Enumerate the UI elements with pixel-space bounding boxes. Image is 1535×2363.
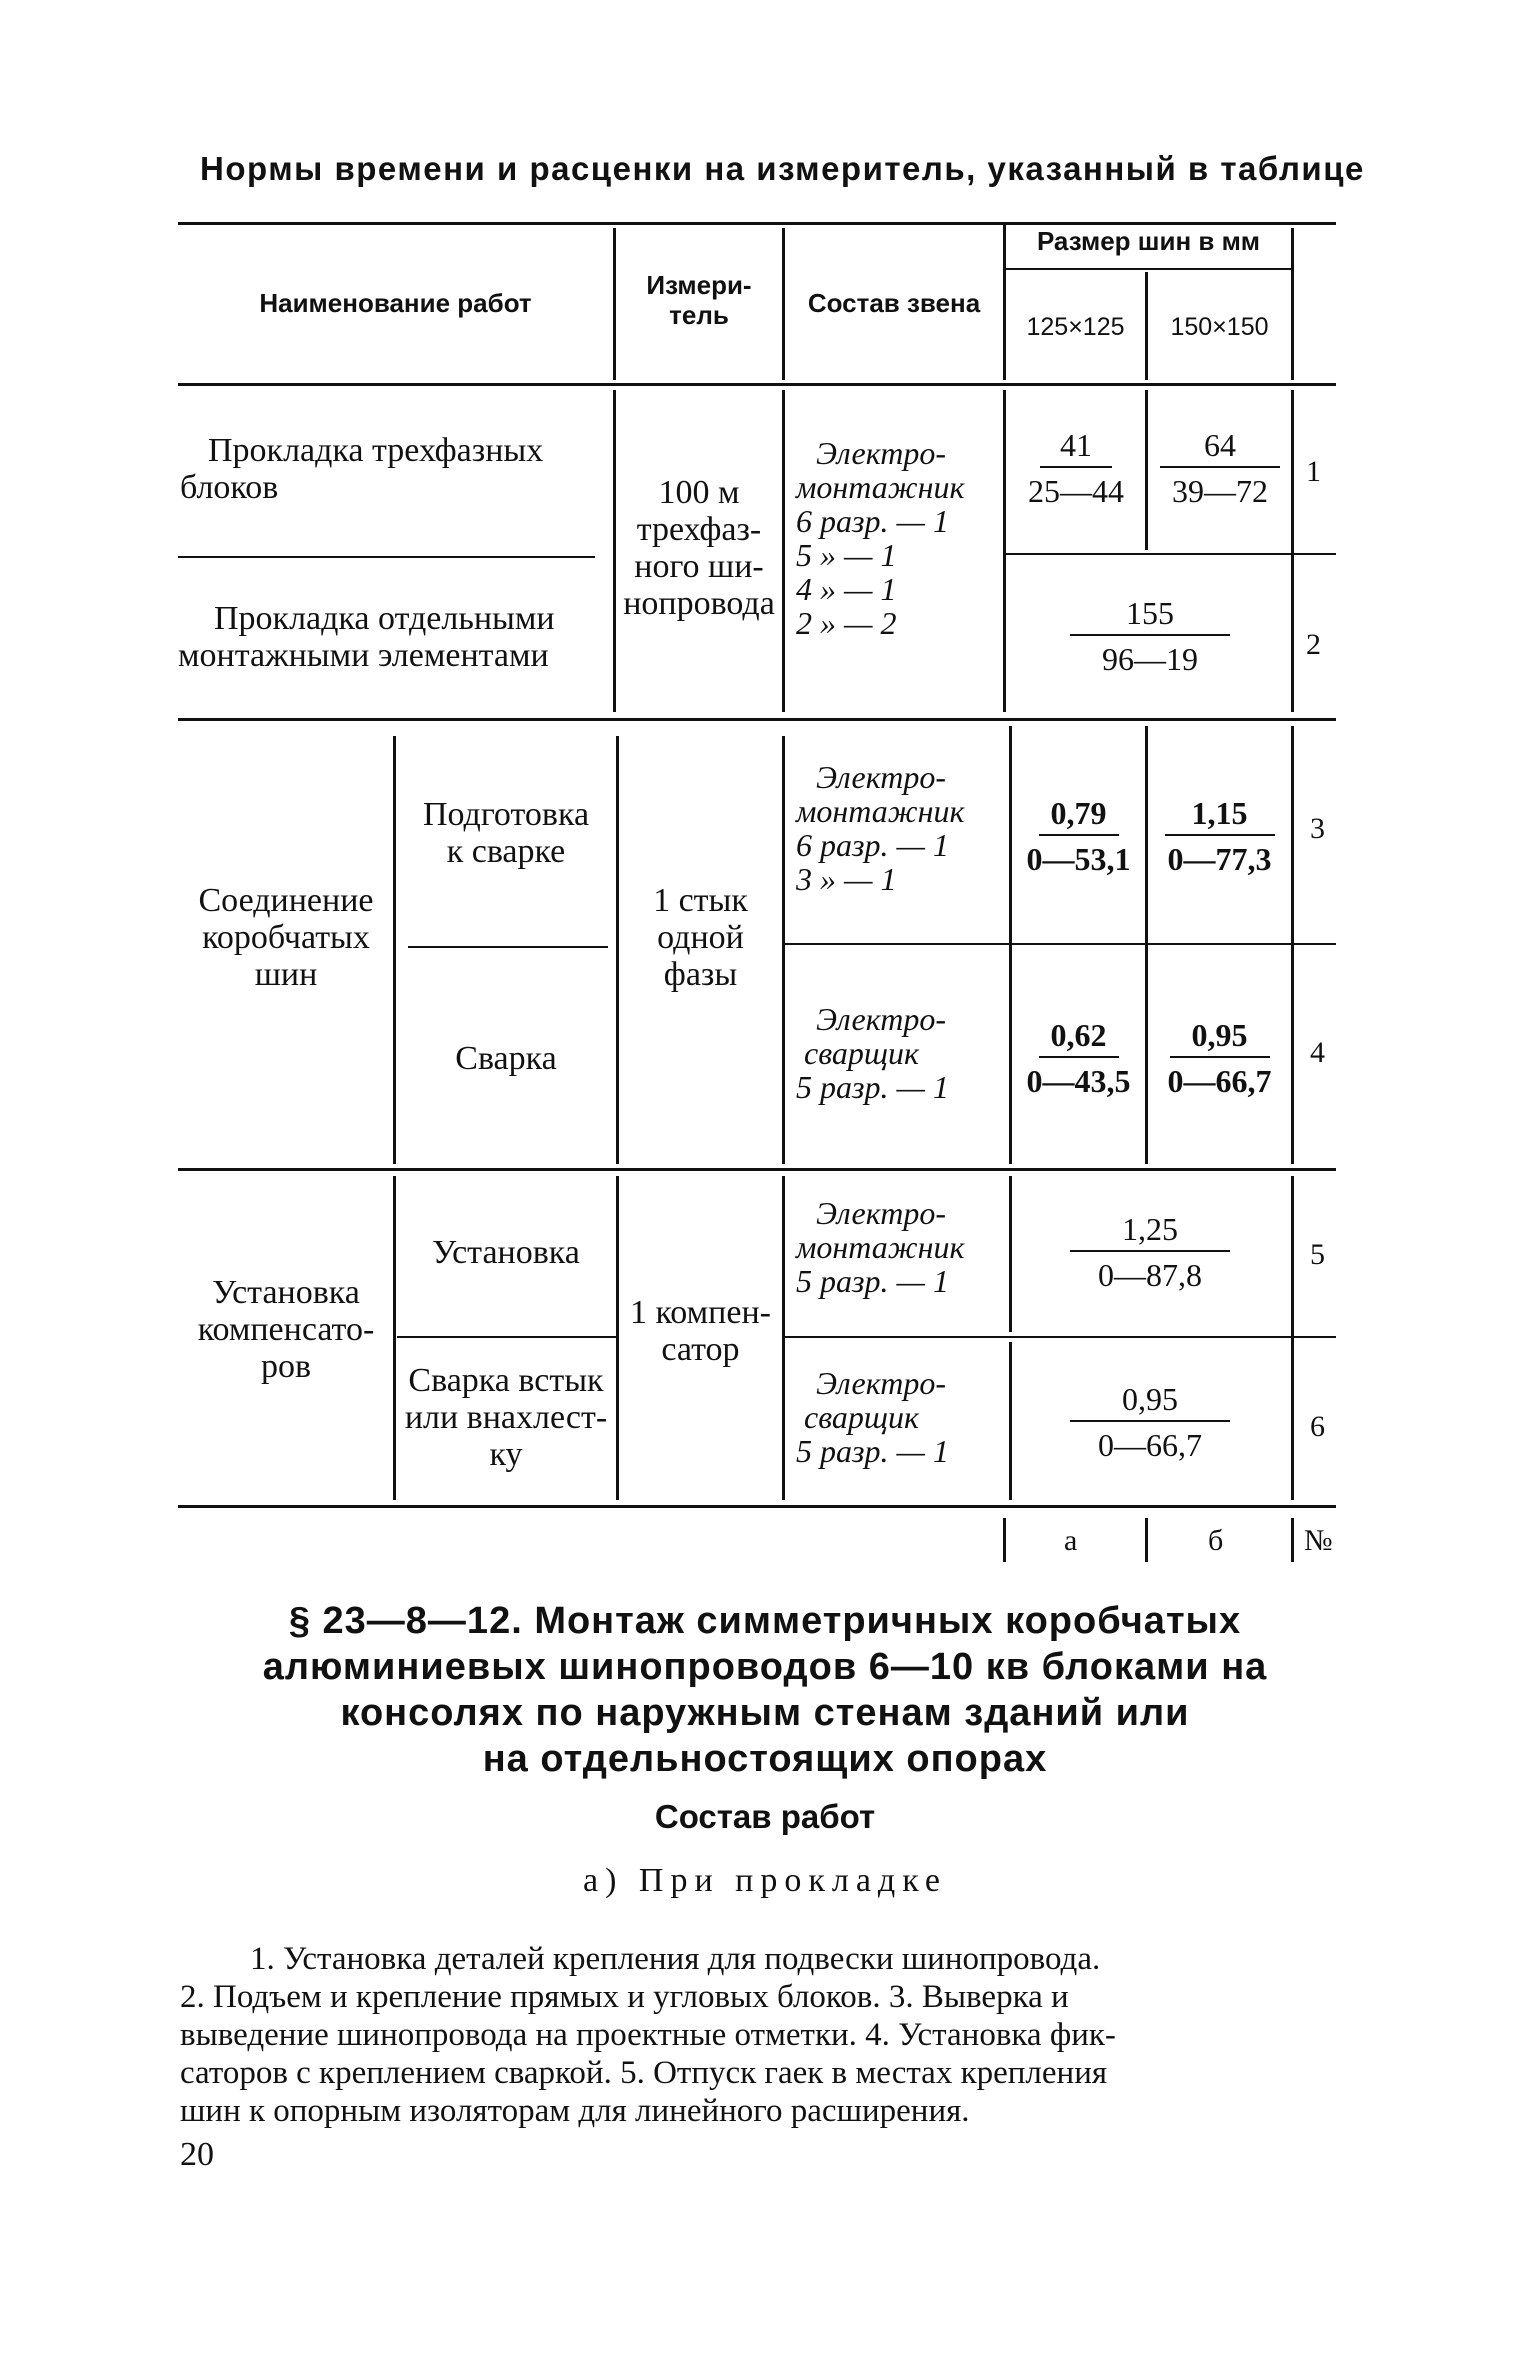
- column-number-sign: №: [1304, 1524, 1333, 1557]
- norm-value: 64 39—72: [1150, 428, 1290, 508]
- work-group-name: Установка компенсато- ров: [197, 1274, 375, 1385]
- section-title: § 23—8—12. Монтаж симметричных коробчатых алюминиевых шинопроводов 6—10 кв блоками на консолях по наружным стенам зданий или на отдельностоящих опорах: [262, 1600, 1268, 1780]
- measure-unit: 1 компен- сатор: [630, 1294, 771, 1368]
- work-name: Установка: [432, 1234, 580, 1271]
- subsection-title: а) При прокладке: [583, 1862, 947, 1899]
- work-description: 1. Установка деталей крепления для подвески шинопровода. 2. Подъем и крепление прямых и угловых блоков. 3. Выверка и выведение шинопровода на проектные отметки. 4. Установка фик- саторов с креплением сваркой. 5. Отпуск гаек в местах крепления шин к опорным изоляторам для линейного расширения.: [180, 1941, 1116, 2129]
- norm-value: 0,95 0—66,7: [1167, 1017, 1272, 1099]
- measure-unit: 100 м трехфаз- ного ши- нопровода: [623, 474, 775, 622]
- row-number: 1: [1306, 455, 1321, 488]
- col-header-size-a: 125×125: [1026, 313, 1125, 341]
- work-name: Прокладка трехфазных: [208, 432, 544, 469]
- work-name: монтажными элементами: [178, 637, 549, 674]
- col-header-size: Размер шин в мм: [1036, 226, 1261, 256]
- col-header-size-b: 150×150: [1170, 313, 1269, 341]
- work-name: блоков: [180, 469, 279, 506]
- row-number: 4: [1310, 1036, 1325, 1069]
- norm-value: 155 96—19: [1060, 596, 1240, 676]
- crew-composition: Электро- сварщик 5 разр. — 1: [796, 1365, 949, 1469]
- norm-value: 41 25—44: [1028, 427, 1124, 509]
- work-name: Подготовка к сварке: [422, 796, 590, 870]
- work-name: Сварка встык или внахлест- ку: [404, 1362, 608, 1473]
- section-subtitle: Состав работ: [654, 1798, 876, 1835]
- work-name: Прокладка отдельными: [214, 600, 555, 637]
- norm-value: 1,15 0—77,3: [1148, 796, 1291, 876]
- crew-composition: Электро- сварщик 5 разр. — 1: [796, 1001, 949, 1105]
- norm-value: 0,62 0—43,5: [1026, 1017, 1131, 1099]
- row-number: 6: [1310, 1410, 1325, 1443]
- table-caption: Нормы времени и расценки на измеритель, указанный в таблице: [200, 150, 1365, 187]
- row-number: 3: [1310, 812, 1325, 845]
- norm-value: 1,25 0—87,8: [1060, 1212, 1240, 1292]
- crew-composition: Электро- монтажник 6 разр. — 1 5 » — 1 4 » — 1 2 » — 2: [796, 435, 965, 641]
- work-name: Сварка: [455, 1040, 557, 1077]
- crew-composition: Электро- монтажник 5 разр. — 1: [796, 1195, 965, 1299]
- norm-value: 0,95 0—66,7: [1060, 1382, 1240, 1462]
- col-header-work: Наименование работ: [259, 288, 532, 318]
- col-header-unit: Измери- тель: [646, 270, 752, 330]
- page-number: 20: [180, 2136, 214, 2173]
- col-header-crew: Состав звена: [807, 288, 981, 318]
- work-group-name: Соединение коробчатых шин: [198, 882, 374, 993]
- column-letter-b: б: [1208, 1524, 1224, 1557]
- column-letter-a: а: [1064, 1524, 1078, 1557]
- norm-value: 0,79 0—53,1: [1026, 795, 1131, 877]
- row-number: 2: [1306, 628, 1321, 661]
- measure-unit: 1 стык одной фазы: [653, 882, 748, 993]
- row-number: 5: [1310, 1238, 1325, 1271]
- crew-composition: Электро- монтажник 6 разр. — 1 3 » — 1: [796, 759, 965, 897]
